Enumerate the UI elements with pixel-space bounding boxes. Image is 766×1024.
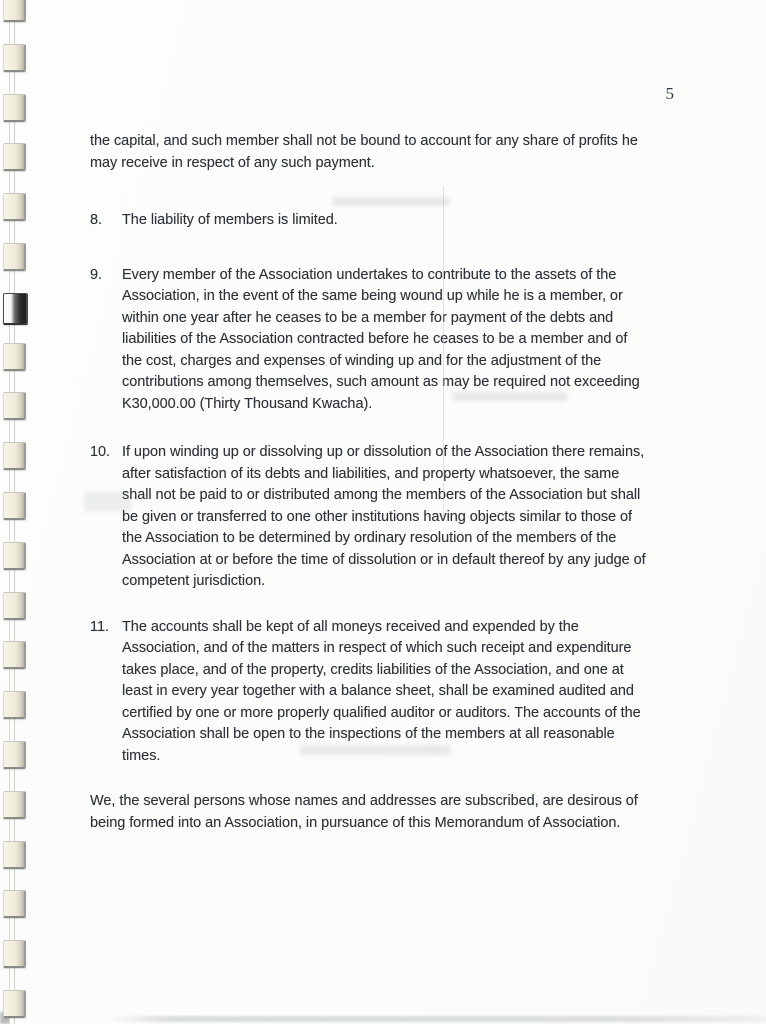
clause-number: 10. <box>90 444 111 460</box>
clause-number: 11. <box>90 618 109 635</box>
text-line: the Association to be determined by ordinary resolution of the members of the <box>122 530 617 546</box>
binding-ring <box>3 0 26 22</box>
scan-artifact-ghost-text <box>300 745 450 755</box>
text-line: The liability of members is limited. <box>122 212 338 228</box>
text-line: We, the several persons whose names and addresses are subscribed, are desirous of <box>90 793 638 809</box>
text-line: Every member of the Association undertakes to contribute to the assets of the <box>122 266 617 283</box>
text-line: the cost, charges and expenses of winding up and for the adjustment of the <box>122 352 602 369</box>
text-line: be given or transferred to one other institutions having objects similar to those of <box>122 508 633 525</box>
text-line: being formed into an Association, in pursuance of this Memorandum of Association. <box>90 814 621 831</box>
clause-10 <box>90 442 726 593</box>
clause-text <box>122 442 646 593</box>
text-line: competent jurisdiction. <box>122 573 266 589</box>
text-line: certified by one or more properly qualified auditor or auditors. The accounts of the <box>122 704 641 721</box>
text-line: the capital, and such member shall not be bound to account for any share of profits he <box>90 133 638 149</box>
text-line: Association, and of the matters in respect of which such receipt and expenditure <box>122 640 632 656</box>
text-line: times. <box>122 747 161 764</box>
binding-ring <box>3 243 26 271</box>
clause-text <box>90 791 638 834</box>
text-line: may receive in respect of any such payment. <box>90 154 375 171</box>
binding-ring <box>3 492 26 520</box>
text-line: shall not be paid to or distributed among the members of the Association but shall <box>122 487 641 503</box>
scan-artifact-bottom-edge <box>108 1016 766 1022</box>
binding-ring <box>3 392 26 420</box>
binding-ring <box>3 193 26 221</box>
clause-number: 9. <box>90 266 102 283</box>
binding-ring <box>3 841 26 869</box>
binding-ring <box>3 990 26 1018</box>
text-line: within one year after he ceases to be a member for payment of the debts and <box>122 309 614 326</box>
binding-ring <box>3 442 26 470</box>
paragraph <box>90 791 726 834</box>
binding-ring <box>3 741 26 769</box>
text-line: liabilities of the Association contracted before he ceases to be a member and of <box>122 331 628 347</box>
binding-ring-dark <box>3 293 28 325</box>
text-line: takes place, and of the property, credits liabilities of the Association, and one at <box>122 661 624 678</box>
text-line: after satisfaction of its debts and liabilities, and property whatsoever, the same <box>122 465 620 482</box>
text-line: K30,000.00 (Thirty Thousand Kwacha). <box>122 395 373 412</box>
scan-artifact-ghost-text <box>84 492 132 512</box>
document-body-text <box>90 131 726 834</box>
binding-ring <box>3 940 26 968</box>
text-line: Association, in the event of the same being wound up while he is a member, or <box>122 288 623 304</box>
binding-ring <box>3 691 26 719</box>
text-line: contributions among themselves, such amount as may be required not exceeding <box>122 374 640 390</box>
clause-text <box>122 210 338 232</box>
text-line: least in every year together with a balance sheet, shall be examined audited and <box>122 683 634 699</box>
text-line: Association shall be open to the inspections of the members at all reasonable <box>122 726 615 742</box>
clause-8 <box>90 210 726 232</box>
text-line: The accounts shall be kept of all moneys received and expended by the <box>122 618 579 635</box>
paragraph <box>90 131 726 174</box>
clause-number: 8. <box>90 212 102 228</box>
clause-9 <box>90 265 726 416</box>
binding-ring <box>3 641 26 669</box>
binding-ring <box>3 143 26 171</box>
scan-artifact-ghost-text <box>452 392 567 401</box>
scan-artifact-ghost-text <box>332 197 450 206</box>
binding-ring <box>3 542 26 570</box>
text-line: If upon winding up or dissolving up or dissolution of the Association there remains, <box>122 444 645 460</box>
binding-ring <box>3 890 26 918</box>
clause-text <box>90 131 638 174</box>
binding-ring <box>3 94 26 122</box>
binding-ring <box>3 592 26 620</box>
text-line: Association at or before the time of dissolution or in default thereof by any judge of <box>122 551 646 568</box>
binding-ring <box>3 44 26 72</box>
binding-ring <box>3 791 26 819</box>
scan-artifact-vertical-line <box>443 186 444 518</box>
binding-ring <box>3 343 26 371</box>
page-number: 5 <box>665 84 674 103</box>
